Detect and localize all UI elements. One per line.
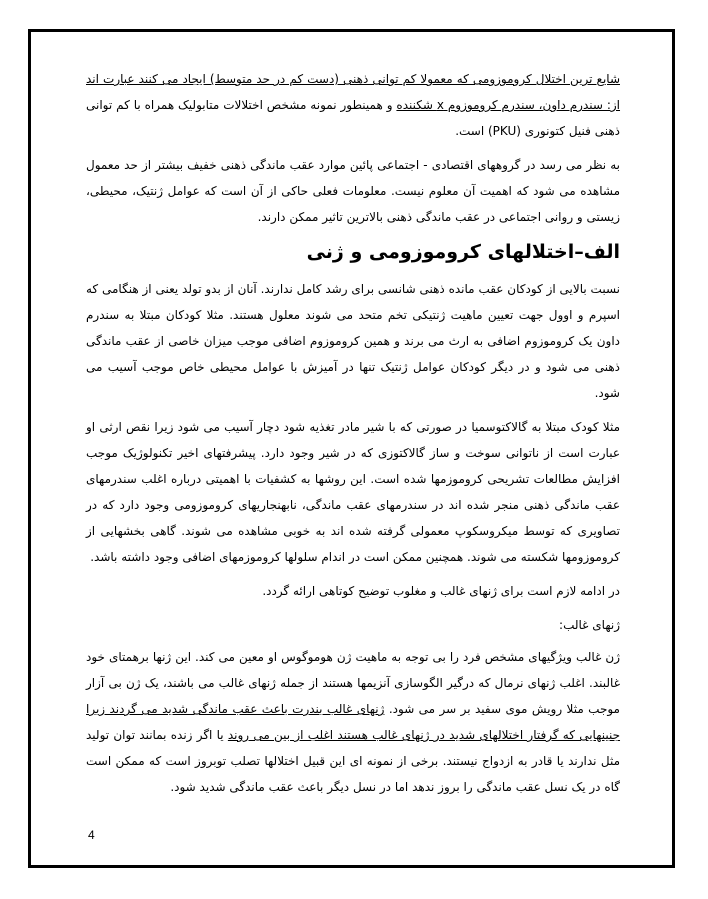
paragraph — [86, 66, 620, 144]
text-run: ژن غالب ویژگیهای مشخص فرد را بی توجه به ماهیت ژن هوموگوس او معین می کند. این ژنها برهمتای خود غالبند. اغلب ژنهای نرمال که درگیر الگوسازی آنزیمها هستند از جمله ژنهای غالب می باشند، یک ژن بی آزار موجب مثلا رویش موی سفید بر سر می شود. — [86, 650, 620, 716]
dominant-genes-subheading: ژنهای غالب: — [559, 618, 620, 632]
underlined-text: ژنهای غالب بندرت باعث عقب ماندگی شدید می گردند زیرا جنینهایی که گرفتار اختلالهای شدید در ژنهای غالب هستند اغلب از بین می روند — [86, 702, 621, 742]
paragraph — [86, 414, 620, 570]
text-run: به نظر می رسد در گروههای اقتصادی - اجتماعی پائین موارد عقب ماندگی ذهنی خفیف بیشتر از حد معمول مشاهده می شود که اهمیت آن معلوم نیست. معلومات فعلی حاکی از آن است که عوامل ژنتیک، محیطی، زیستی و روانی اجتماعی در عقب ماندگی ذهنی بالاترین تاثیر ممکن دارند. — [86, 158, 620, 224]
page-number: 4 — [88, 828, 95, 842]
paragraph — [86, 276, 620, 406]
paragraph — [86, 644, 620, 800]
paragraph — [86, 152, 620, 230]
intro-section — [86, 66, 620, 230]
section-heading: الف–اختلالهای کروموزومی و ژنی — [306, 241, 620, 263]
text-run: در ادامه لازم است برای ژنهای غالب و مغلوب توضیح کوتاهی ارائه گردد. — [262, 584, 620, 598]
dominant-genes-section — [86, 644, 620, 800]
paragraph — [86, 578, 620, 604]
text-run: مثلا کودک مبتلا به گالاکتوسمیا در صورتی که با شیر مادر تغذیه شود دچار آسیب می شود زیرا نقص ارثی او عبارت است از ناتوانی سوخت و ساز گالاکتوزی که در شیر وجود دارد. پیشرفتهای اخیر تکنولوژیک موجب افزایش مطالعات تشریحی کروموزمها شده است. این روشها به کشفیات با اهمیتی درباره اغلب سندرمهای عقب ماندگی ذهنی منجر شده اند در سندرمهای عقب ماندگی، نابهنجاریهای کروموزومی وجود دارد که در تصاویری که توسط میکروسکوپ معمولی گرفته شده اند به خوبی مشاهده می شوند. گاهی بخشهایی از کروموزومها شکسته می شوند. همچنین ممکن است در اندام سلولها کروموزمهای اضافی وجود داشته باشد. — [86, 420, 620, 564]
chromosomal-section — [86, 276, 620, 604]
text-run: و همینطور نمونه مشخص اختلالات متابولیک همراه با کم توانی ذهنی فنیل کتونوری (PKU) است. — [86, 98, 620, 138]
document-body — [86, 66, 620, 808]
text-run: نسبت بالایی از کودکان عقب مانده ذهنی شانسی برای رشد کامل ندارند. آنان از بدو تولد یعنی از هنگامی که اسپرم و اوول جهت تعیین ماهیت ژنتیکی تخم متحد می شوند معلول هستند. مثلا کودکان مبتلا به سندرم داون یک کروموزوم اضافی به ارث می برند و همین کروموزوم اضافی موجب میزان خاصی از عقب ماندگی ذهنی می شود و در دیگر کودکان عوامل ژنتیک تنها در آمیزش با عوامل محیطی خاص موجب آسیب می شود. — [86, 282, 620, 400]
underlined-text: شایع ترین اختلال کروموزومی که معمولا کم توانی ذهنی (دست کم در حد متوسط) ایجاد می کنند عبارت اند از: سندرم داون، سندرم کروموزوم x شکننده — [86, 72, 621, 112]
text-run: یا اگر زنده بمانند توان تولید مثل ندارند یا قادر به ازدواج نیستند. برخی از نمونه ای این قبیل اختلالها تصلب توبروز است که ممکن است گاه در یک نسل عقب ماندگی را بروز ندهد اما در نسل دیگر باعث عقب ماندگی شدید شود. — [86, 728, 620, 794]
